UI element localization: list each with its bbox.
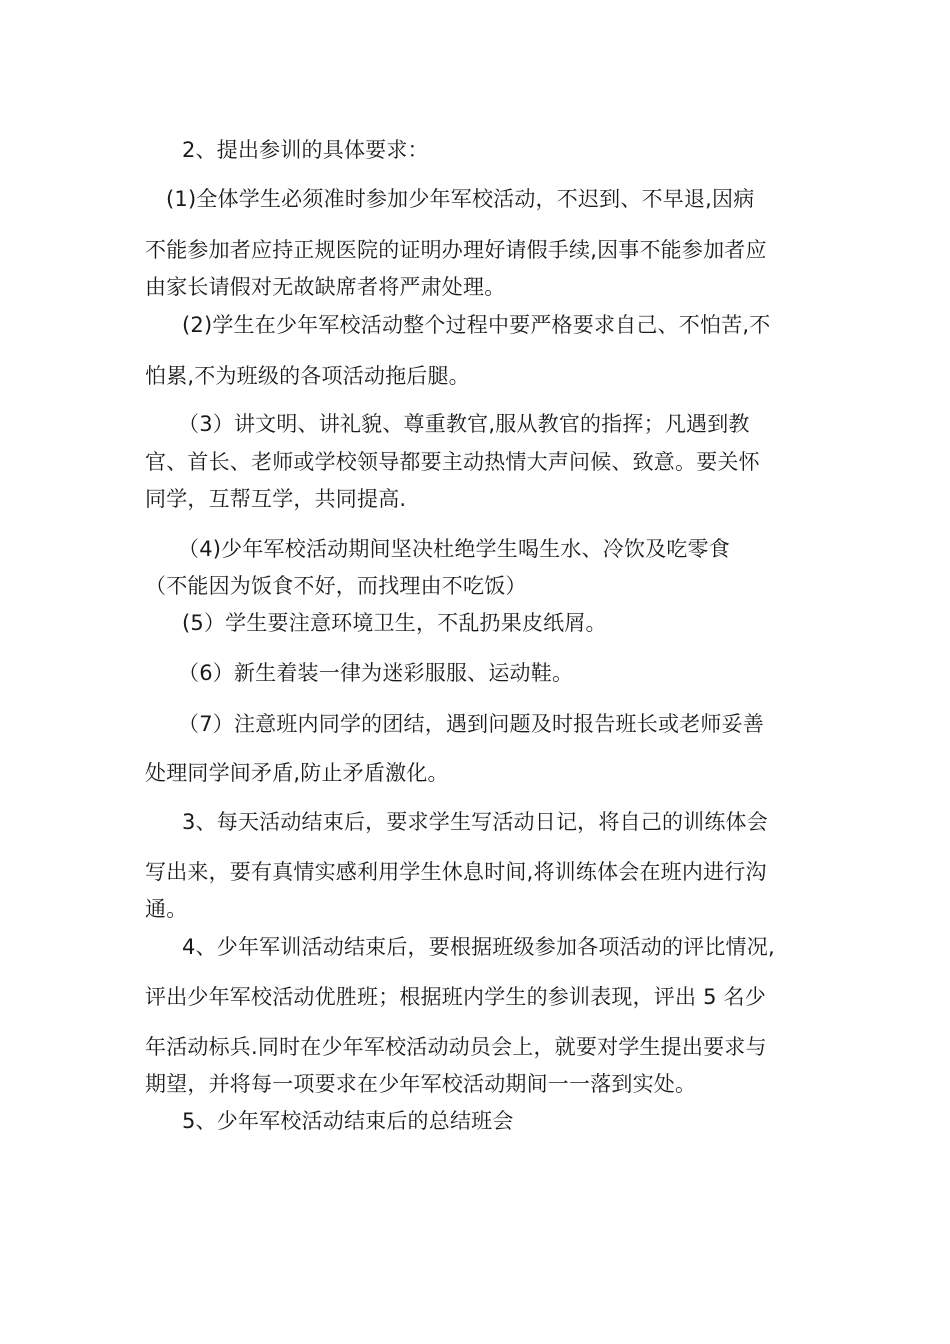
item-3-line-2: 官、首长、老师或学校领导都要主动热情大声问候、致意。要关怀: [145, 450, 760, 474]
item-7-line-1: （7）注意班内同学的团结，遇到问题及时报告班长或老师妥善: [178, 712, 764, 736]
item-2-line-1: (2)学生在少年军校活动整个过程中要严格要求自己、不怕苦,不: [182, 313, 771, 337]
item-1-line-2: 不能参加者应持正规医院的证明办理好请假手续,因事不能参加者应: [145, 238, 767, 262]
item-5-line-1: (5）学生要注意环境卫生，不乱扔果皮纸屑。: [182, 611, 607, 635]
section-3-line-1: 3、每天活动结束后，要求学生写活动日记，将自己的训练体会: [182, 810, 768, 834]
section-5-heading: 5、少年军校活动结束后的总结班会: [182, 1109, 514, 1133]
section-3-line-3: 通。: [145, 897, 188, 921]
item-1-line-1: (1)全体学生必须准时参加少年军校活动，不迟到、不早退,因病: [166, 187, 755, 211]
item-4-line-2: （不能因为饭食不好，而找理由不吃饭）: [145, 574, 527, 598]
section-3-line-2: 写出来，要有真情实感利用学生休息时间,将训练体会在班内进行沟: [145, 860, 767, 884]
section-2-heading: 2、提出参训的具体要求：: [182, 138, 429, 162]
item-3-line-3: 同学，互帮互学，共同提高.: [145, 487, 407, 511]
item-6-line-1: （6）新生着装一律为迷彩服服、运动鞋。: [178, 661, 574, 685]
item-1-line-3: 由家长请假对无故缺席者将严肃处理。: [145, 275, 506, 299]
item-3-line-1: （3）讲文明、讲礼貌、尊重教官,服从教官的指挥；凡遇到教: [178, 412, 750, 436]
item-4-line-1: （4)少年军校活动期间坚决杜绝学生喝生水、冷饮及吃零食: [178, 537, 730, 561]
section-4-line-2: 评出少年军校活动优胜班；根据班内学生的参训表现，评出 5 名少: [145, 985, 766, 1009]
section-4-line-4: 期望，并将每一项要求在少年军校活动期间一一落到实处。: [145, 1072, 697, 1096]
section-4-line-1: 4、少年军训活动结束后，要根据班级参加各项活动的评比情况,: [182, 935, 775, 959]
item-7-line-2: 处理同学间矛盾,防止矛盾激化。: [145, 761, 449, 785]
item-2-line-2: 怕累,不为班级的各项活动拖后腿。: [145, 364, 470, 388]
section-4-line-3: 年活动标兵.同时在少年军校活动动员会上，就要对学生提出要求与: [145, 1035, 767, 1059]
